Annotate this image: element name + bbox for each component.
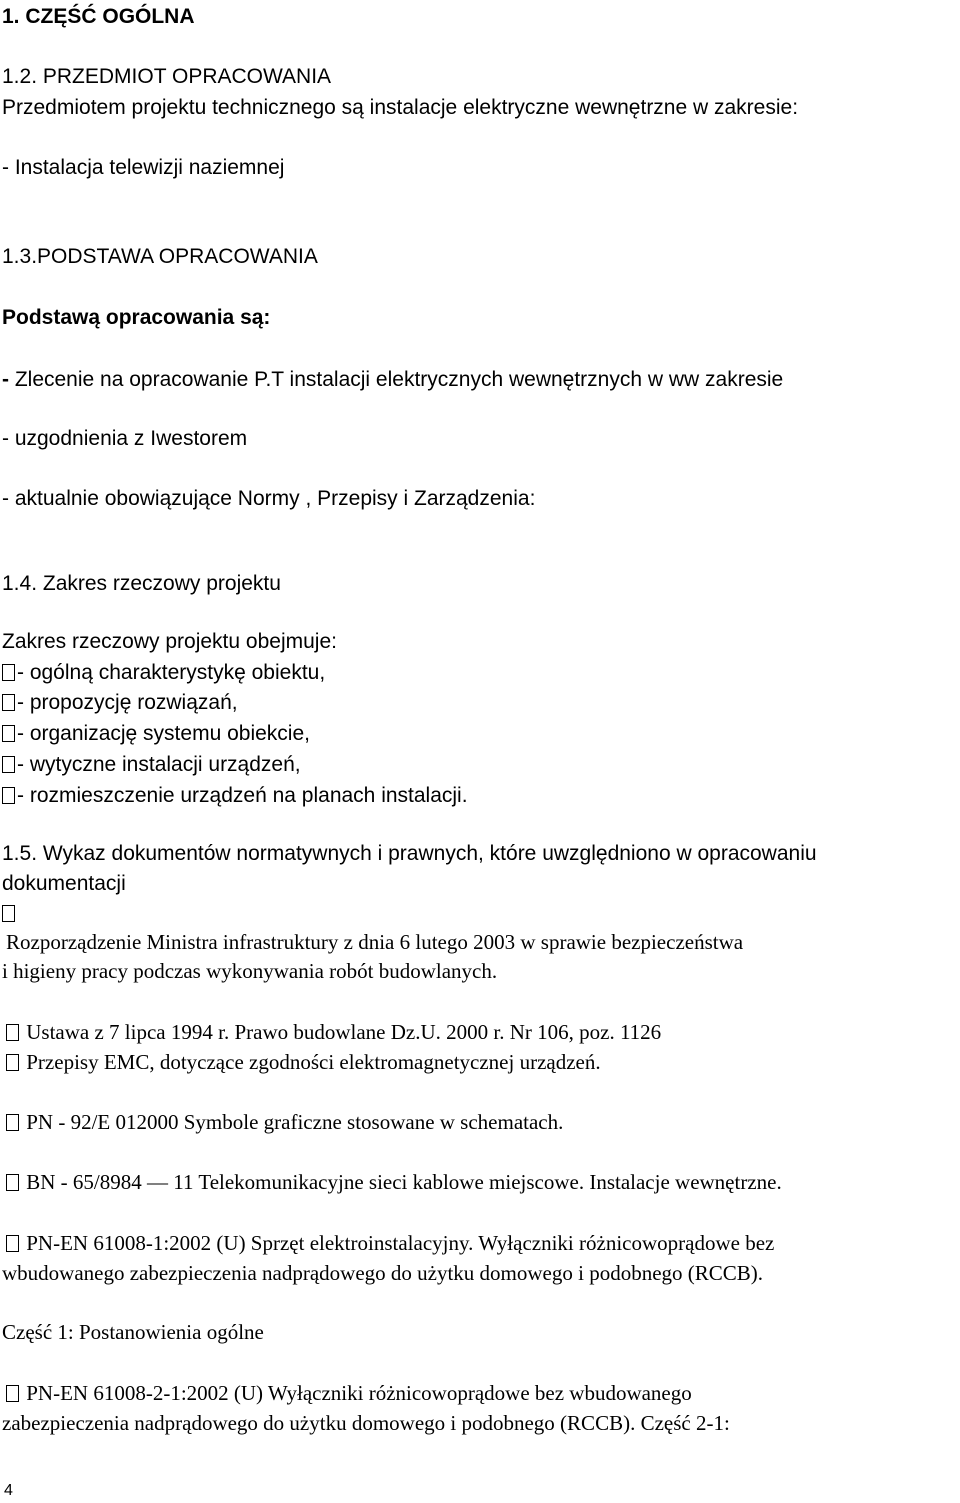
scope-item-text: - ogólną charakterystykę obiektu, (17, 661, 326, 684)
scope-item-text: - wytyczne instalacji urządzeń, (17, 753, 301, 776)
section-1-3-item-3: - aktualnie obowiązujące Normy , Przepisy i Zarządzenia: (2, 487, 536, 510)
doc-emc (2, 1052, 601, 1073)
scope-item-text: - rozmieszczenie urządzeń na planach instalacji. (17, 784, 468, 807)
checkbox-icon (2, 664, 15, 681)
doc-text: PN - 92/E 012000 Symbole graficzne stosowane w schematach. (26, 1110, 564, 1134)
scope-item (2, 692, 238, 713)
section-1-3-subtitle: Podstawą opracowania są: (2, 306, 271, 329)
checkbox-icon (6, 1024, 19, 1041)
doc-pn610082-cont: zabezpieczenia nadprądowego do użytku domowego i podobnego (RCCB). Część 2-1: (2, 1411, 730, 1435)
scope-item-text: - propozycję rozwiązań, (17, 691, 238, 714)
doc-rozporzadzenie-cont: i higieny pracy podczas wykonywania robót budowlanych. (2, 959, 498, 983)
doc-pn610082 (2, 1383, 692, 1404)
checkbox-icon (6, 1054, 19, 1071)
scope-item (2, 754, 301, 775)
scope-item-text: - organizację systemu obiekcie, (17, 722, 310, 745)
checkbox-icon (2, 756, 15, 773)
doc-rozporzadzenie: Rozporządzenie Ministra infrastruktury z dnia 6 lutego 2003 w sprawie bezpieczeństwa (6, 930, 744, 954)
doc-text: Przepisy EMC, dotyczące zgodności elektromagnetycznej urządzeń. (26, 1050, 601, 1074)
scope-item (2, 662, 325, 683)
checkbox-icon (6, 1235, 19, 1252)
section-1-2-title: 1.2. PRZEDMIOT OPRACOWANIA (2, 65, 332, 88)
section-1-3-item-1 (2, 369, 783, 390)
doc-pn61008-cont: wbudowanego zabezpieczenia nadprądowego do użytku domowego i podobnego (RCCB). (2, 1261, 764, 1285)
item-text: Zlecenie na opracowanie P.T instalacji elektrycznych wewnętrznych w ww zakresie (14, 368, 784, 391)
checkbox-icon (6, 1174, 19, 1191)
section-1-2-item: - Instalacja telewizji naziemnej (2, 156, 285, 179)
doc-text: BN - 65/8984 — 11 Telekomunikacyjne sieci kablowe miejscowe. Instalacje wewnętrzne. (26, 1170, 782, 1194)
checkbox-icon (2, 787, 15, 804)
doc-pn61008-part: Część 1: Postanowienia ogólne (2, 1320, 264, 1344)
doc-pn61008 (2, 1233, 774, 1254)
section-1-3-item-2: - uzgodnienia z Iwestorem (2, 427, 248, 450)
doc-pn92 (2, 1112, 563, 1133)
checkbox-icon (2, 905, 15, 922)
section-1-5-title: 1.5. Wykaz dokumentów normatywnych i prawnych, które uwzględniono w opracowaniu (2, 842, 817, 865)
checkbox-icon (6, 1114, 19, 1131)
doc-ustawa (2, 1022, 661, 1043)
section-1-4-intro: Zakres rzeczowy projektu obejmuje: (2, 630, 337, 653)
doc-text: PN-EN 61008-2-1:2002 (U) Wyłączniki różnicowoprądowe bez wbudowanego (26, 1381, 692, 1405)
checkbox-icon (2, 725, 15, 742)
scope-item (2, 723, 310, 744)
scope-item (2, 785, 468, 806)
lone-bullet (2, 903, 17, 924)
checkbox-icon (2, 694, 15, 711)
section-1-3-title: 1.3.PODSTAWA OPRACOWANIA (2, 245, 318, 268)
page-heading: 1. CZĘŚĆ OGÓLNA (2, 5, 195, 28)
section-1-4-title: 1.4. Zakres rzeczowy projektu (2, 572, 281, 595)
page-number: 4 (4, 1482, 13, 1499)
bullet-dash: - (2, 368, 15, 391)
doc-bn65 (2, 1172, 782, 1193)
section-1-2-text: Przedmiotem projektu technicznego są instalacje elektryczne wewnętrzne w zakresie: (2, 96, 799, 119)
section-1-5-title-cont: dokumentacji (2, 872, 126, 895)
doc-text: Ustawa z 7 lipca 1994 r. Prawo budowlane Dz.U. 2000 r. Nr 106, poz. 1126 (26, 1020, 662, 1044)
checkbox-icon (6, 1385, 19, 1402)
doc-text: PN-EN 61008-1:2002 (U) Sprzęt elektroinstalacyjny. Wyłączniki różnicowoprądowe bez (26, 1231, 775, 1255)
